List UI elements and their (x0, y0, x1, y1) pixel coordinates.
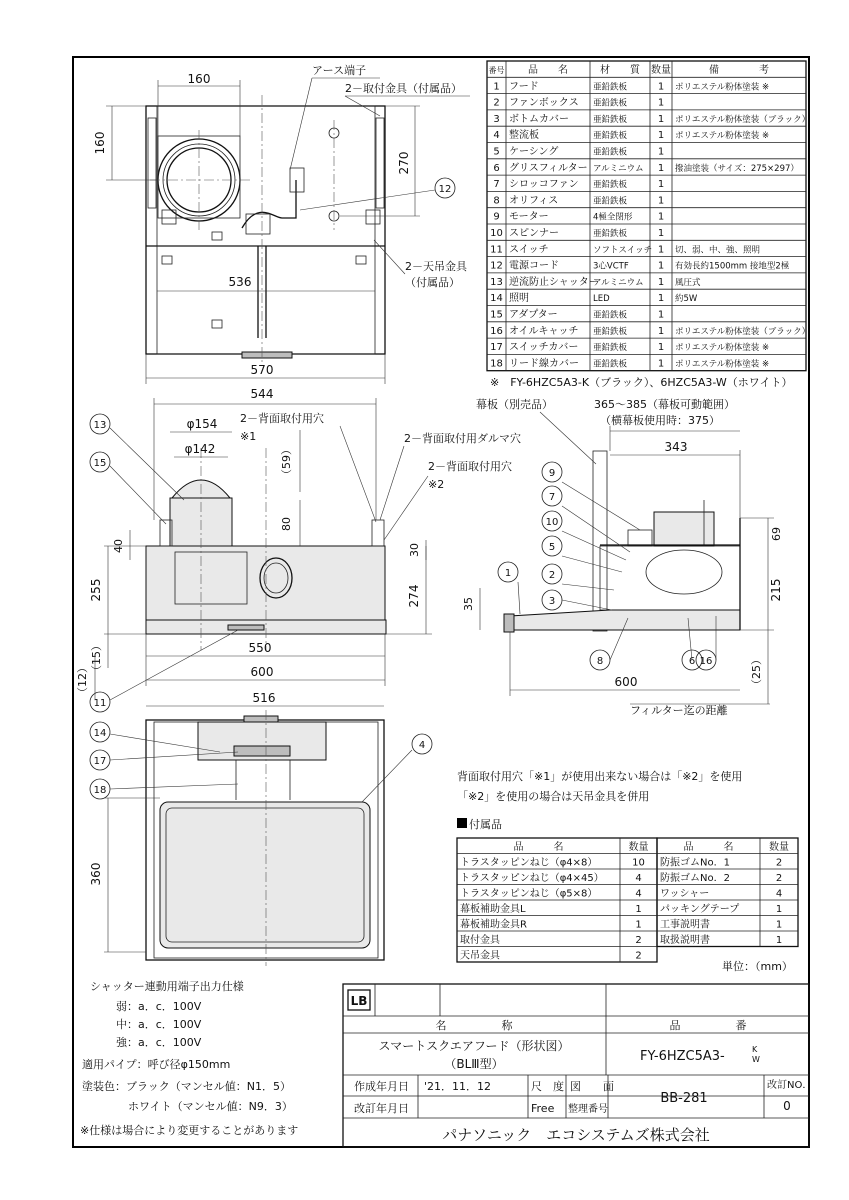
acc-left-name-0: トラスタッピンねじ（φ4×8） (460, 857, 598, 869)
parts-cell-11-2: 3心VCTF (593, 261, 629, 272)
company-name: パナソニック エコシステムズ株式会社 (442, 1126, 710, 1144)
parts-cell-16-3: 1 (657, 342, 665, 354)
parts-cell-12-0: 13 (490, 276, 503, 288)
parts-cell-12-2: アルミニウム (593, 277, 644, 288)
label-panel-sold-separately: 幕板（別売品） (476, 398, 553, 411)
parts-cell-5-3: 1 (657, 162, 665, 174)
bubble-18-label: 18 (93, 785, 107, 796)
label-rear-hole-1-mark: ※1 (240, 430, 257, 443)
parts-cell-0-4: ポリエステル粉体塗装 ※ (675, 82, 770, 93)
acc-left-qty-4: 1 (635, 919, 642, 931)
acc-right-qty-3: 1 (775, 904, 783, 915)
parts-cell-7-0: 8 (493, 195, 500, 207)
parts-cell-10-1: スイッチ (509, 244, 549, 256)
label-rear-hole-2-mark: ※2 (428, 478, 445, 491)
parts-cell-3-1: 整流板 (509, 130, 539, 142)
dim-270: 270 (397, 151, 411, 175)
parts-cell-9-3: 1 (657, 228, 665, 239)
bubble-17-label: 17 (93, 756, 107, 767)
parts-cell-12-3: 1 (657, 276, 665, 288)
dim-30: 30 (408, 543, 421, 557)
revision-label: 改訂NO． (767, 1080, 813, 1091)
acc-right-name-4: 工事説明書 (660, 919, 710, 931)
dim-550: 550 (248, 641, 272, 655)
parts-cell-2-2: 亜鉛鉄板 (593, 114, 628, 125)
dim-15: （15） (90, 640, 103, 676)
bubble-11-label: 11 (93, 698, 107, 709)
parts-cell-16-2: 亜鉛鉄板 (593, 343, 628, 354)
parts-cell-11-1: 電源コード (509, 260, 559, 272)
scale-label: 尺 度 (531, 1080, 564, 1093)
parts-cell-10-2: ソフトスイッチ (593, 245, 653, 256)
dim-69: 69 (770, 527, 783, 541)
parts-cell-6-3: 1 (657, 179, 665, 191)
side-bubble-label-6: 6 (688, 656, 696, 667)
parts-cell-14-0: 15 (490, 309, 503, 321)
spec-strong: 強：a．c．100V (116, 1036, 202, 1049)
parts-header-1: 品 名 (528, 65, 568, 76)
parts-cell-8-2: 4極全閉形 (593, 212, 633, 223)
parts-table-note: ※ FY-6HZC5A3-K（ブラック）、6HZC5A3-W（ホワイト） (490, 376, 793, 389)
acc-right-qty-0: 2 (775, 857, 783, 869)
dim-12: （12） (76, 662, 89, 698)
label-rear-hole-2: 2－背面取付用穴 (428, 460, 512, 473)
parts-cell-13-3: 1 (657, 293, 665, 305)
manage-label: 整理番号 (568, 1104, 608, 1115)
label-filter-distance: フィルター迄の距離 (630, 704, 728, 717)
spec-disclaimer: ※仕様は場合により変更することがあります (80, 1124, 299, 1137)
acc-right-name-5: 取扱説明書 (660, 935, 710, 946)
title-block (343, 984, 812, 1147)
side-bubble-label-3: 3 (548, 596, 556, 607)
bottom-view (89, 691, 432, 966)
parts-cell-2-3: 1 (657, 113, 665, 125)
spec-shutter-title: シャッター連動用端子出力仕様 (90, 980, 244, 993)
company-logo: LB (350, 994, 368, 1008)
acc-left-name-2: トラスタッピンねじ（φ5×8） (460, 888, 598, 900)
dim-80: 80 (280, 517, 293, 531)
acc-right-name-3: パッキングテープ (660, 904, 740, 915)
label-ceiling-hanger-accessory: （付属品） (405, 276, 460, 289)
parts-cell-8-3: 1 (657, 211, 665, 223)
parts-cell-10-0: 11 (490, 244, 503, 256)
parts-cell-17-0: 18 (490, 358, 503, 370)
drawing-name-type: （BLⅢ型） (444, 1057, 504, 1071)
parts-header-3: 数量 (651, 65, 671, 76)
parts-cell-9-2: 亜鉛鉄板 (593, 229, 628, 239)
parts-cell-4-1: ケーシング (509, 146, 559, 158)
drawing-label: 図 面 (570, 1080, 614, 1093)
parts-cell-8-1: モーター (509, 211, 549, 223)
acc-right-qty-5: 1 (775, 935, 783, 946)
created-label: 作成年月日 (354, 1080, 409, 1093)
acc-left-qty-1: 4 (635, 873, 642, 884)
parts-cell-17-4: ポリエステル粉体塗装 ※ (675, 359, 770, 370)
side-bubble-label-9: 9 (548, 468, 556, 479)
acc-right-qty-4: 1 (775, 919, 783, 931)
parts-cell-0-2: 亜鉛鉄板 (593, 82, 628, 93)
parts-cell-4-0: 5 (493, 146, 500, 158)
spec-color-black: 塗装色：ブラック（マンセル値：N1．5） (82, 1080, 292, 1093)
parts-cell-2-1: ボトムカバー (509, 113, 569, 125)
spec-weak: 弱：a．c．100V (116, 1000, 202, 1013)
dim-25: （25） (750, 654, 763, 690)
manage-number: BB-281 (660, 1091, 708, 1106)
side-bubble-label-7: 7 (548, 492, 556, 503)
acc-header-2: 品 名 (683, 842, 734, 853)
top-view (93, 63, 470, 384)
acc-right-name-2: ワッシャー (660, 888, 710, 900)
parts-cell-9-1: スピンナー (509, 228, 559, 239)
parts-cell-0-0: 1 (493, 81, 500, 93)
parts-cell-6-1: シロッコファン (509, 179, 579, 191)
parts-cell-6-2: 亜鉛鉄板 (593, 180, 628, 191)
acc-right-qty-1: 2 (775, 873, 783, 884)
accessories-table (457, 838, 798, 962)
acc-left-qty-5: 2 (635, 935, 642, 946)
acc-left-name-3: 幕板補助金具L (460, 904, 526, 915)
acc-right-name-0: 防振ゴムNo．1 (660, 857, 730, 869)
side-bubble-label-8: 8 (596, 656, 604, 667)
note-rear-hole-2: 「※2」を使用の場合は天吊金具を併用 (457, 790, 650, 803)
parts-cell-10-3: 1 (657, 244, 665, 256)
acc-right-qty-2: 4 (775, 888, 783, 900)
parts-cell-4-2: 亜鉛鉄板 (593, 147, 628, 158)
parts-cell-15-3: 1 (657, 325, 665, 337)
acc-left-name-4: 幕板補助金具R (460, 919, 527, 931)
bubble-12-label: 12 (438, 184, 452, 195)
parts-cell-15-2: 亜鉛鉄板 (593, 326, 628, 337)
acc-left-name-6: 天吊金具 (460, 950, 500, 962)
dim-360: 360 (89, 862, 103, 886)
parts-cell-12-1: 逆流防止シャッター (509, 276, 599, 288)
parts-cell-16-1: スイッチカバー (509, 342, 579, 354)
created-date: '21．11．12 (424, 1080, 492, 1093)
bubble-14-label: 14 (93, 728, 107, 739)
scale-value: Free (531, 1102, 555, 1115)
side-view (462, 397, 783, 717)
parts-cell-7-3: 1 (657, 195, 665, 207)
label-panel-range-side: （横幕板使用時：375） (600, 414, 720, 427)
dim-544: 544 (250, 387, 274, 401)
parts-cell-16-4: ポリエステル粉体塗装 ※ (675, 343, 770, 354)
parts-cell-11-0: 12 (490, 260, 503, 272)
parts-cell-3-0: 4 (493, 130, 500, 142)
note-rear-hole-1: 背面取付用穴「※1」が使用出来ない場合は「※2」を使用 (457, 770, 743, 783)
parts-cell-4-3: 1 (657, 146, 665, 158)
parts-cell-16-0: 17 (490, 342, 503, 354)
parts-cell-0-3: 1 (657, 81, 665, 93)
dim-phi154: φ154 (186, 417, 218, 431)
spec-pipe: 適用パイプ：呼び径φ150mm (82, 1058, 231, 1071)
parts-header-4: 備 考 (709, 65, 769, 76)
parts-cell-1-3: 1 (657, 97, 665, 109)
revision-value: 0 (783, 1099, 791, 1113)
title-number-header: 品 番 (669, 1019, 747, 1032)
parts-cell-17-1: リード線カバー (509, 358, 579, 370)
dim-343: 343 (664, 440, 688, 454)
parts-cell-13-2: LED (593, 294, 610, 305)
parts-header-2: 材 質 (600, 65, 640, 76)
dim-274: 274 (407, 584, 421, 608)
parts-cell-5-1: グリスフィルター (509, 162, 588, 174)
acc-left-qty-6: 2 (635, 950, 642, 962)
parts-cell-0-1: フード (509, 81, 539, 93)
side-bubble-label-2: 2 (548, 570, 556, 581)
parts-cell-1-0: 2 (493, 97, 500, 109)
acc-header-0: 品 名 (513, 842, 564, 853)
parts-cell-17-2: 亜鉛鉄板 (593, 359, 628, 370)
model-suffix-w: W (752, 1055, 760, 1064)
model-suffix-k: K (752, 1045, 758, 1054)
parts-cell-9-0: 10 (490, 228, 503, 239)
parts-cell-2-0: 3 (493, 113, 500, 125)
parts-cell-7-1: オリフィス (509, 195, 559, 207)
label-ceiling-hanger: 2－天吊金具 (405, 260, 467, 273)
parts-cell-13-0: 14 (490, 293, 503, 305)
dim-255: 255 (89, 578, 103, 602)
acc-left-name-5: 取付金具 (460, 935, 500, 946)
parts-cell-2-4: ポリエステル粉体塗装（ブラック） (675, 114, 811, 125)
label-mounting-bracket: 2－取付金具（付属品） (345, 82, 462, 95)
parts-cell-3-3: 1 (657, 130, 665, 142)
dim-570: 570 (250, 363, 274, 377)
parts-cell-11-4: 有効長約1500mm 接地型2極 (675, 261, 790, 272)
parts-cell-15-1: オイルキャッチ (509, 325, 579, 337)
parts-cell-5-0: 6 (493, 162, 500, 174)
side-bubble-label-10: 10 (545, 517, 559, 528)
acc-header-3: 数量 (769, 842, 789, 853)
parts-cell-8-0: 9 (493, 211, 500, 223)
parts-cell-1-1: ファンボックス (509, 97, 579, 109)
acc-left-qty-0: 10 (632, 857, 645, 869)
side-bubble-label-1: 1 (504, 568, 512, 579)
parts-cell-17-3: 1 (657, 358, 665, 370)
parts-cell-10-4: 切、弱、中、強、照明 (675, 245, 761, 256)
label-earth-terminal: アース端子 (312, 64, 367, 77)
bubble-4-label: 4 (418, 740, 426, 751)
acc-left-qty-2: 4 (635, 888, 642, 900)
label-daruma-hole: 2－背面取付用ダルマ穴 (404, 432, 521, 445)
dim-516: 516 (252, 691, 276, 705)
label-rear-hole-1: 2－背面取付用穴 (240, 412, 324, 425)
parts-cell-13-1: 照明 (509, 293, 529, 305)
parts-cell-5-2: アルミニウム (593, 163, 644, 174)
parts-cell-15-0: 16 (490, 325, 503, 337)
dim-35: 35 (462, 597, 475, 611)
acc-left-qty-3: 1 (635, 904, 642, 915)
acc-left-name-1: トラスタッピンねじ（φ4×45） (460, 873, 604, 884)
accessories-marker (457, 818, 467, 828)
parts-cell-3-4: ポリエステル粉体塗装 ※ (675, 131, 770, 142)
side-bubble-label-16: 16 (699, 656, 713, 667)
dim-600-side: 600 (614, 675, 638, 689)
label-panel-range: 365～385（幕板可動範囲） (594, 398, 735, 411)
parts-cell-5-4: 撥油塗装（サイズ：275×297） (675, 163, 799, 174)
dim-536: 536 (228, 275, 252, 289)
bubble-15-label: 15 (93, 458, 107, 469)
parts-cell-7-2: 亜鉛鉄板 (593, 196, 628, 207)
accessories-title: 付属品 (469, 818, 502, 831)
side-bubble-label-5: 5 (548, 542, 556, 553)
parts-cell-1-2: 亜鉛鉄板 (593, 98, 628, 109)
dim-phi142: φ142 (184, 442, 216, 456)
model-number: FY-6HZC5A3- (640, 1049, 725, 1064)
parts-header-0: 番号 (488, 66, 505, 75)
acc-header-1: 数量 (628, 842, 649, 853)
dim-160-height: 160 (93, 131, 107, 155)
spec-mid: 中：a．c．100V (116, 1018, 202, 1031)
drawing-name: スマートスクエアフード（形状図） (378, 1039, 570, 1053)
revised-label: 改訂年月日 (354, 1102, 409, 1115)
acc-right-name-1: 防振ゴムNo．2 (660, 873, 730, 884)
dim-600-front: 600 (250, 665, 274, 679)
dim-160-width: 160 (187, 72, 211, 86)
parts-cell-3-2: 亜鉛鉄板 (593, 131, 628, 142)
dim-215: 215 (769, 578, 783, 602)
front-view (76, 387, 521, 712)
parts-cell-13-4: 約5W (675, 294, 698, 305)
parts-cell-14-1: アダプター (509, 309, 558, 321)
parts-list-table (487, 61, 810, 371)
parts-cell-14-3: 1 (657, 309, 665, 321)
parts-cell-6-0: 7 (493, 179, 500, 191)
bubble-13-label: 13 (93, 420, 107, 431)
dim-59: （59） (280, 444, 293, 480)
title-name-header: 名 称 (435, 1019, 513, 1032)
parts-cell-14-2: 亜鉛鉄板 (593, 310, 628, 321)
parts-cell-11-3: 1 (657, 260, 665, 272)
unit-label: 単位：（mm） (722, 960, 793, 973)
parts-cell-12-4: 風圧式 (675, 277, 701, 288)
dim-40: 40 (112, 539, 125, 553)
parts-cell-15-4: ポリエステル粉体塗装（ブラック） (675, 326, 811, 337)
spec-color-white: ホワイト（マンセル値：N9．3） (128, 1100, 293, 1113)
